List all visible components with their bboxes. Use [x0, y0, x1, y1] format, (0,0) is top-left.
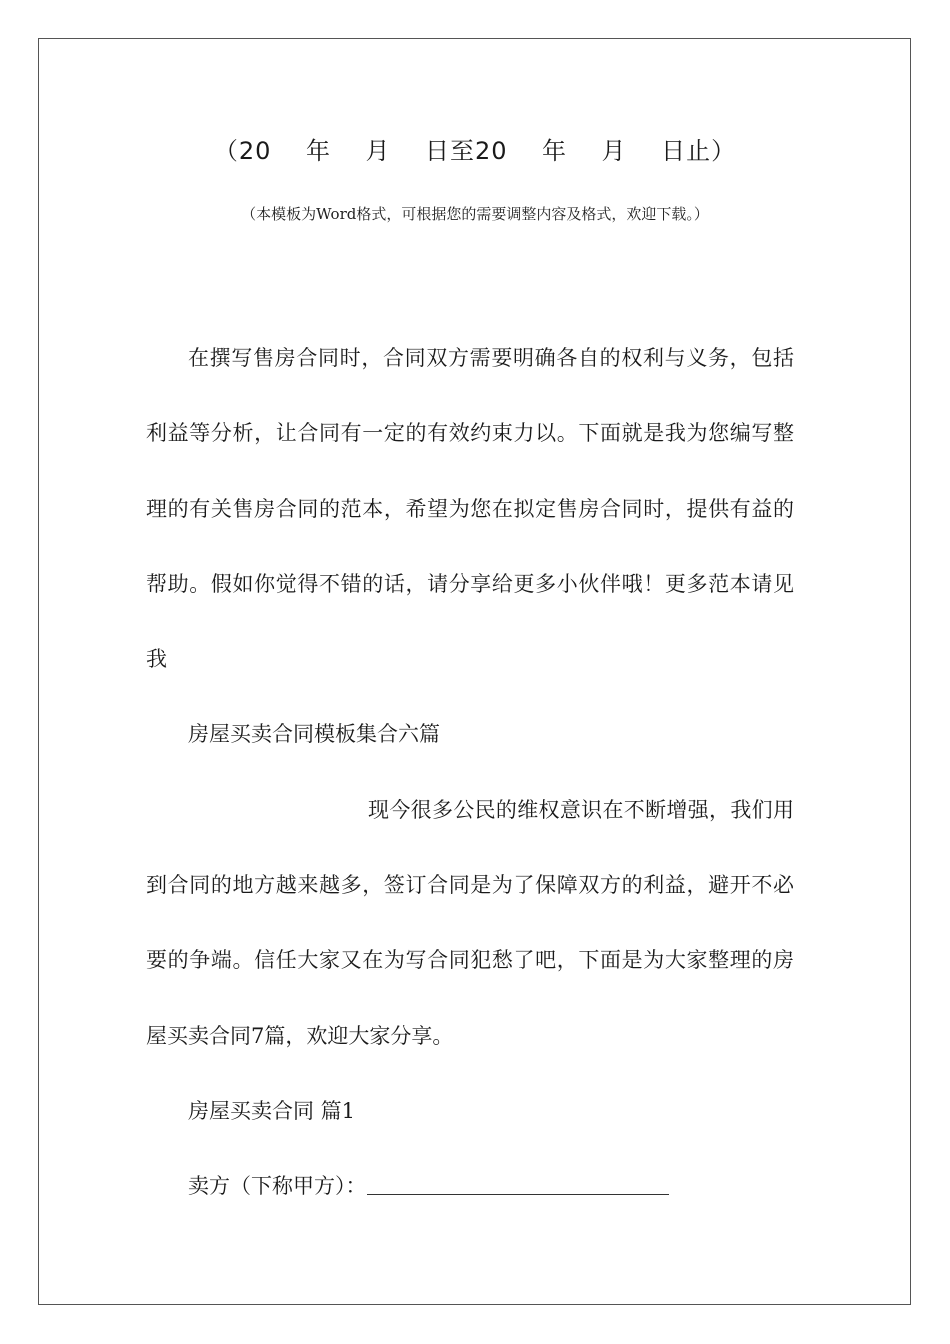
seller-field — [146, 1168, 794, 1206]
section-heading: 房屋买卖合同 篇1 — [188, 1098, 356, 1123]
document-body — [146, 340, 794, 1243]
lead-paragraph: 现今很多公民的维权意识在不断增强，我们用到合同的地方越来越多，签订合同是为了保障双方的利益，避开不必要的争端。信任大家又在为写合同犯愁了吧，下面是为大家整理的房屋买卖合同7篇，欢迎大家分享。 — [146, 797, 794, 1048]
template-note: （本模板为Word格式，可根据您的需要调整内容及格式，欢迎下载。） — [241, 205, 709, 223]
document-date-title: （20 年 月 日至20 年 月 日止） — [213, 137, 737, 165]
seller-blank-line — [367, 1174, 669, 1195]
intro-paragraph: 在撰写售房合同时，合同双方需要明确各自的权利与义务，包括利益等分析，让合同有一定的有效约束力以。下面就是我为您编写整理的有关售房合同的范本，希望为您在拟定售房合同时，提供有益的帮助。假如你觉得不错的话，请分享给更多小伙伴哦！更多范本请见我 — [146, 346, 794, 672]
collection-title: 房屋买卖合同模板集合六篇 — [188, 722, 440, 747]
seller-label: 卖方（下称甲方）： — [188, 1174, 367, 1199]
